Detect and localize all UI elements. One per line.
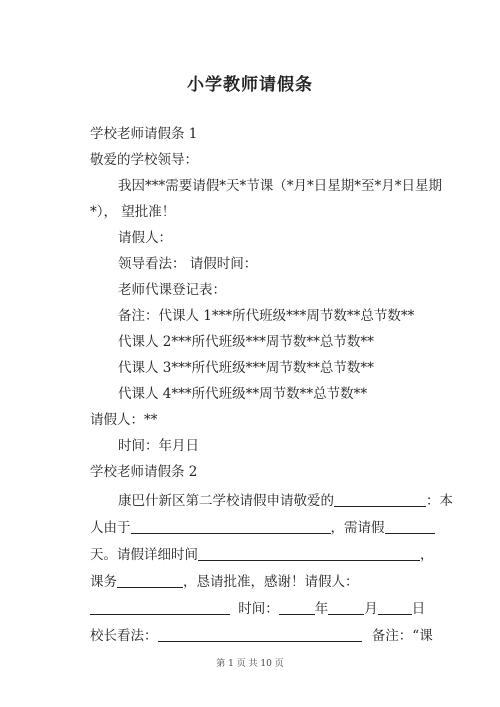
paragraph2-line-3 <box>90 546 434 564</box>
blank-month <box>328 600 364 615</box>
blank-coursework <box>117 573 183 588</box>
applicant-value: 请假人：** <box>90 412 158 428</box>
p2-text-a: 康巴什新区第二学校请假申请敬爱的 <box>118 493 334 509</box>
p2-text-d: ，需请假 <box>330 520 385 536</box>
paragraph2-line-4 <box>90 573 359 591</box>
document-title: 小学教师请假条 <box>187 75 313 95</box>
substitute-4: 代课人 4***所代班级**周节数**总节数** <box>118 386 368 402</box>
p2-text-h: ，恳请批准，感谢！请假人： <box>183 574 359 590</box>
p2-text-k: 备注：“课 <box>371 628 433 644</box>
blank-detail-time <box>198 546 420 561</box>
substitute-2: 代课人 2***所代班级***周节数**总节数** <box>118 334 374 350</box>
p2-day: 日 <box>411 601 426 617</box>
blank-day <box>378 600 412 615</box>
paragraph2-line-6 <box>90 627 433 645</box>
blank-recipient <box>334 492 426 507</box>
blank-year <box>279 600 315 615</box>
blank-days <box>385 519 435 534</box>
substitute-3: 代课人 3***所代班级***周节数**总节数** <box>118 360 374 376</box>
p2-text-c: 人由于 <box>90 520 131 536</box>
p2-year: 年 <box>314 601 329 617</box>
body-line-1: 我因***需要请假*天*节课（*月*日星期*至*月*日星期 <box>118 178 442 194</box>
p2-text-g: 课务 <box>90 574 117 590</box>
leader-opinion: 领导看法： 请假时间： <box>118 256 258 272</box>
applicant-label: 请假人： <box>118 230 172 246</box>
p2-text-e: 天。请假详细时间 <box>90 547 198 563</box>
substitute-note-1: 备注：代课人 1***所代班级***周节数**总节数** <box>118 308 415 324</box>
p2-text-f: ， <box>420 547 434 563</box>
p2-text-j: 校长看法： <box>90 628 158 644</box>
p2-month: 月 <box>364 601 378 617</box>
section1-heading: 学校老师请假条 1 <box>90 126 198 142</box>
p2-text-b: ：本 <box>426 493 453 509</box>
p2-text-i: 时间： <box>238 601 279 617</box>
blank-reason <box>131 519 331 534</box>
section2-heading: 学校老师请假条 2 <box>90 464 198 480</box>
substitute-title: 老师代课登记表： <box>118 282 226 298</box>
page-footer: 第 1 页 共 10 页 <box>216 659 284 669</box>
salutation: 敬爱的学校领导： <box>90 152 198 168</box>
time-line: 时间：年月日 <box>118 438 199 454</box>
paragraph2-line-1 <box>118 492 453 510</box>
blank-applicant <box>90 600 230 615</box>
blank-principal-opinion <box>158 627 362 642</box>
paragraph2-line-2 <box>90 519 435 537</box>
paragraph2-line-5 <box>90 600 425 618</box>
body-line-2: *）， 望批准！ <box>90 204 176 220</box>
